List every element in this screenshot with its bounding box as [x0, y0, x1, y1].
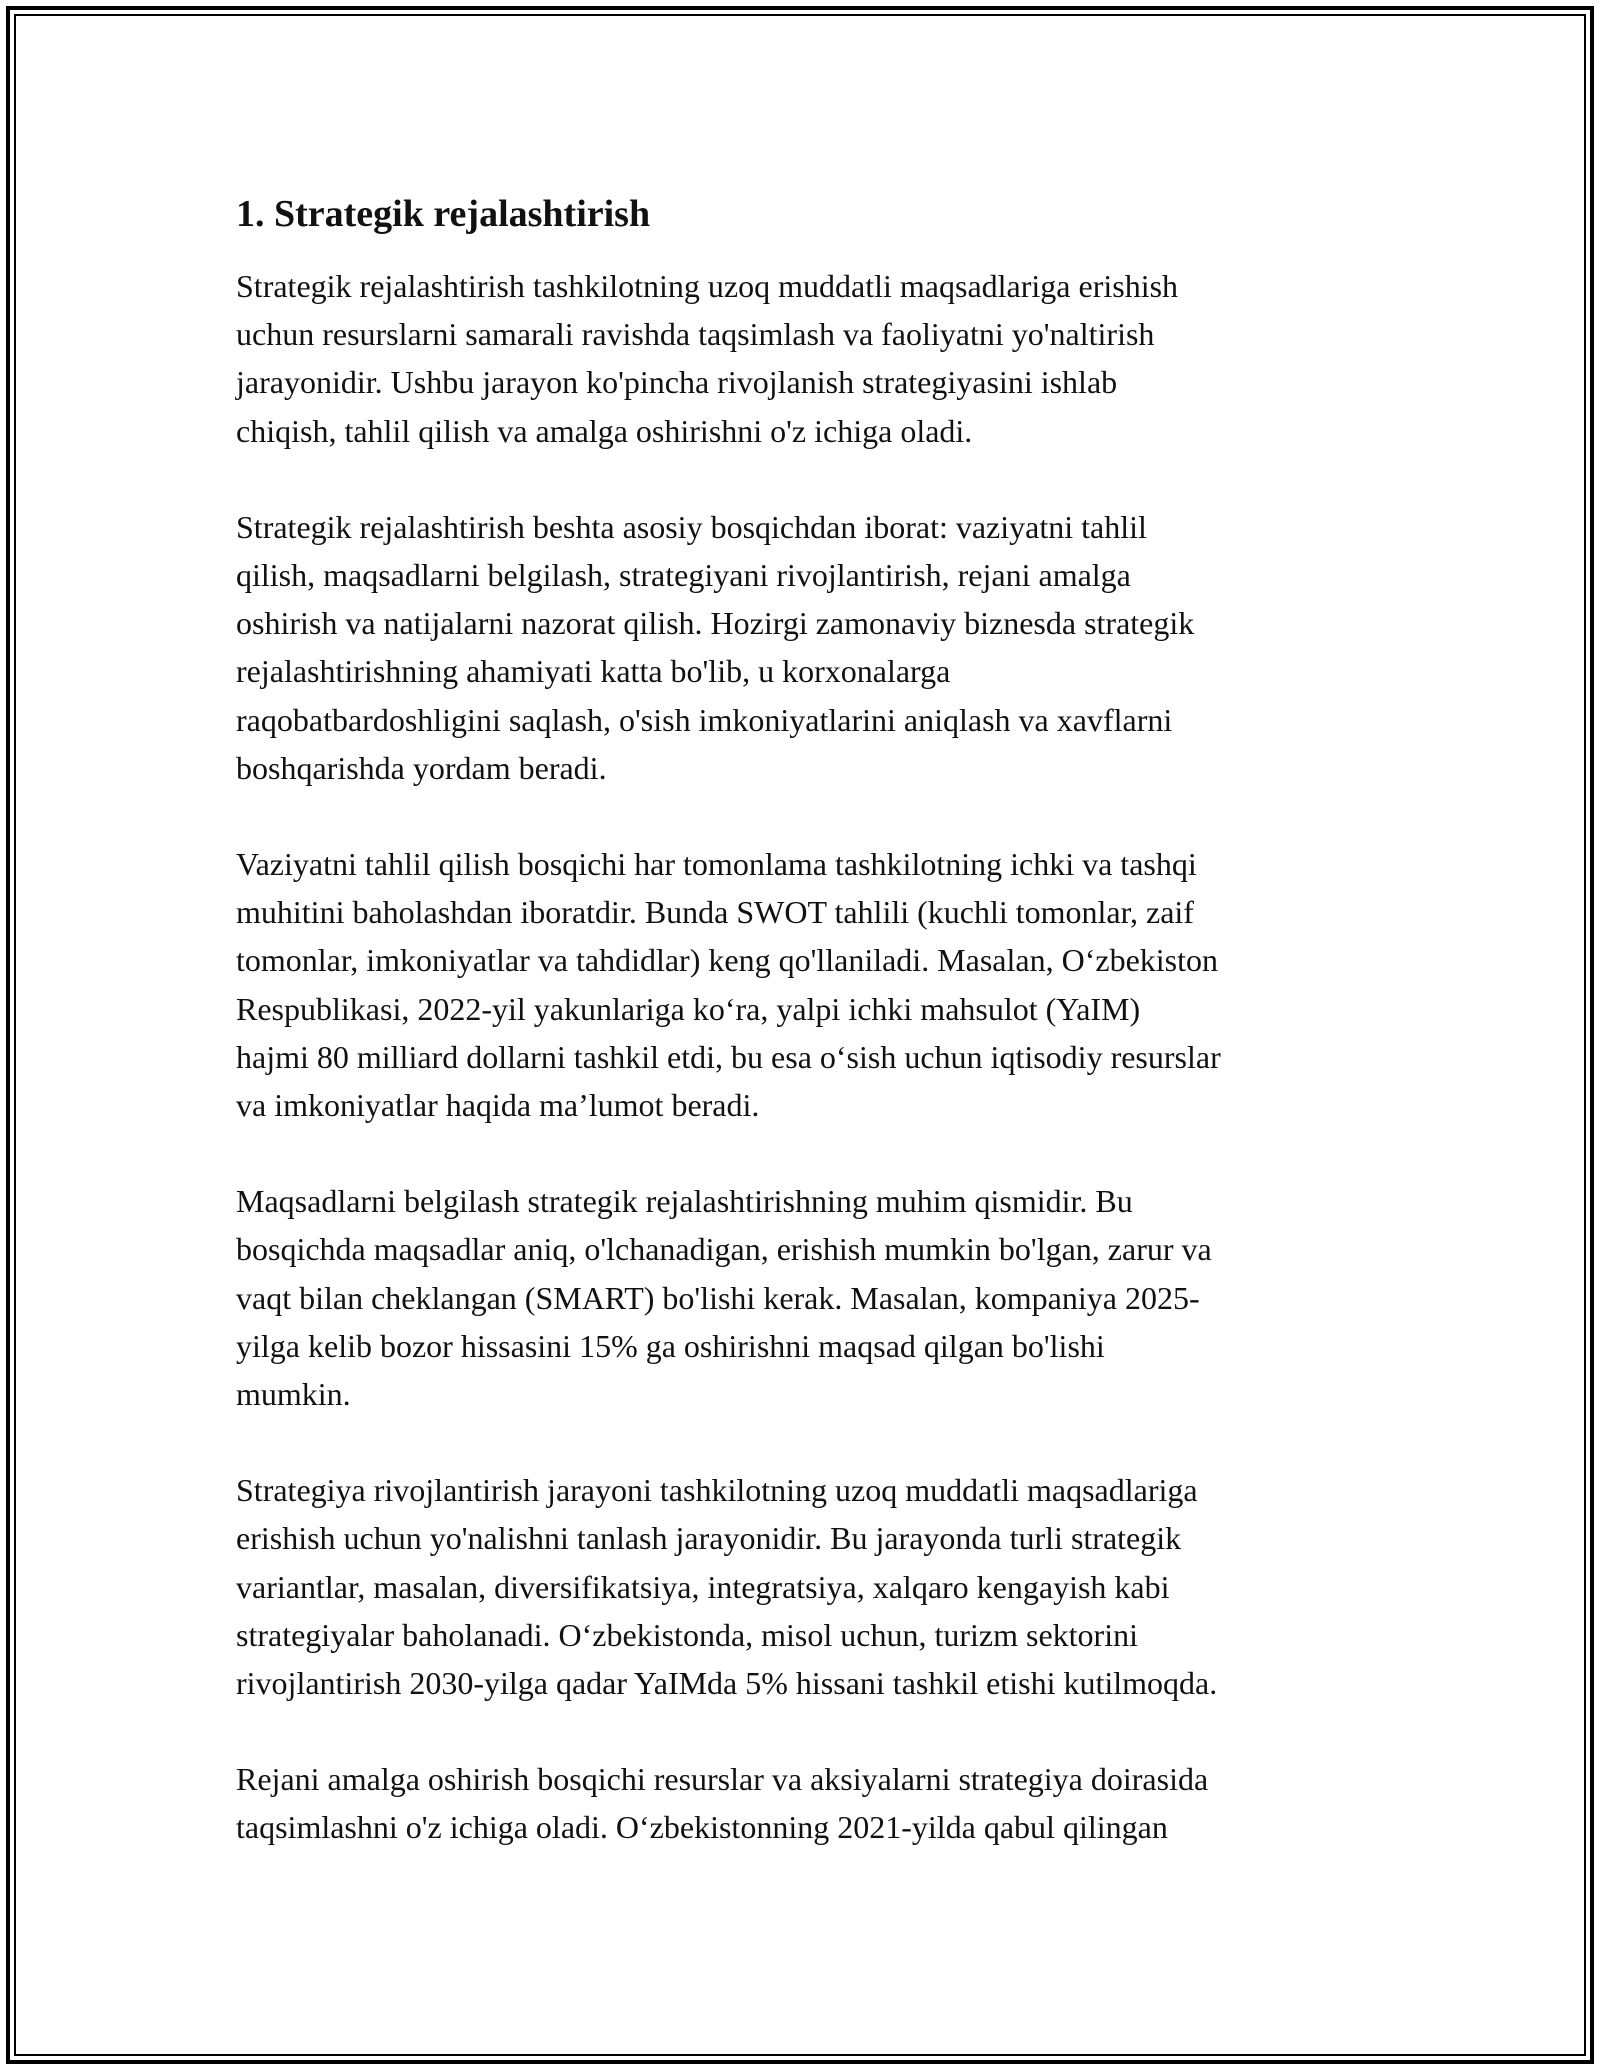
text-line: Vaziyatni tahlil qilish bosqichi har tomonlama tashkilotning ichki va tashqi	[236, 846, 1197, 883]
text-line: strategiyalar baholanadi. O‘zbekistonda, misol uchun, turizm sektorini	[236, 1616, 1138, 1653]
text-line: raqobatbardoshligini saqlash, o'sish imkoniyatlarini aniqlash va xavflarni	[236, 701, 1173, 738]
text-line: uchun resurslarni samarali ravishda taqsimlash va faoliyatni yo'naltirish	[236, 316, 1155, 353]
paragraph-implementation	[236, 1755, 1386, 1851]
text-line: taqsimlashni o'z ichiga oladi. O‘zbekistonning 2021-yilda qabul qilingan	[236, 1809, 1168, 1846]
text-line: erishish uchun yo'nalishni tanlash jarayonidir. Bu jarayonda turli strategik	[236, 1520, 1182, 1557]
text-line: Strategik rejalashtirish beshta asosiy bosqichdan iborat: vaziyatni tahlil	[236, 508, 1147, 545]
text-line: qilish, maqsadlarni belgilash, strategiyani rivojlantirish, rejani amalga	[236, 557, 1131, 594]
text-line: yilga kelib bozor hissasini 15% ga oshirishni maqsad qilgan bo'lishi	[236, 1327, 1105, 1364]
text-line: rivojlantirish 2030-yilga qadar YaIMda 5% hissani tashkil etishi kutilmoqda.	[236, 1665, 1218, 1702]
text-line: bosqichda maqsadlar aniq, o'lchanadigan, erishish mumkin bo'lgan, zarur va	[236, 1231, 1212, 1268]
text-line: Rejani amalga oshirish bosqichi resurslar va aksiyalarni strategiya doirasida	[236, 1761, 1209, 1798]
text-line: Strategik rejalashtirish tashkilotning uzoq muddatli maqsadlariga erishish	[236, 268, 1179, 304]
paragraph-stages	[236, 503, 1386, 792]
text-line: Respublikasi, 2022-yil yakunlariga ko‘ra, yalpi ichki mahsulot (YaIM)	[236, 990, 1141, 1027]
document-body	[236, 186, 1386, 1900]
text-line: mumkin.	[236, 1376, 351, 1413]
paragraph-goal-setting	[236, 1177, 1386, 1418]
section-heading: 1. Strategik rejalashtirish	[236, 193, 651, 235]
text-line: vaqt bilan cheklangan (SMART) bo'lishi kerak. Masalan, kompaniya 2025-	[236, 1279, 1200, 1316]
paragraph-situation-analysis	[236, 840, 1386, 1129]
text-line: oshirish va natijalarni nazorat qilish. Hozirgi zamonaviy biznesda strategik	[236, 605, 1195, 642]
text-line: muhitini baholashdan iboratdir. Bunda SWOT tahlili (kuchli tomonlar, zaif	[236, 894, 1194, 931]
text-line: variantlar, masalan, diversifikatsiya, integratsiya, xalqaro kengayish kabi	[236, 1568, 1170, 1605]
text-line: Maqsadlarni belgilash strategik rejalashtirishning muhim qismidir. Bu	[236, 1183, 1133, 1220]
text-line: Strategiya rivojlantirish jarayoni tashkilotning uzoq muddatli maqsadlariga	[236, 1472, 1198, 1509]
text-line: chiqish, tahlil qilish va amalga oshirishni o'z ichiga oladi.	[236, 412, 973, 449]
text-line: va imkoniyatlar haqida ma’lumot beradi.	[236, 1087, 760, 1124]
text-line: rejalashtirishning ahamiyati katta bo'lib, u korxonalarga	[236, 653, 951, 690]
text-line: tomonlar, imkoniyatlar va tahdidlar) keng qo'llaniladi. Masalan, O‘zbekiston	[236, 942, 1218, 979]
text-line: hajmi 80 milliard dollarni tashkil etdi, bu esa o‘sish uchun iqtisodiy resurslar	[236, 1038, 1221, 1075]
text-line: jarayonidir. Ushbu jarayon ko'pincha rivojlanish strategiyasini ishlab	[236, 364, 1118, 401]
text-line: boshqarishda yordam beradi.	[236, 749, 607, 786]
paragraph-intro	[236, 262, 1386, 455]
paragraph-strategy-development	[236, 1466, 1386, 1707]
